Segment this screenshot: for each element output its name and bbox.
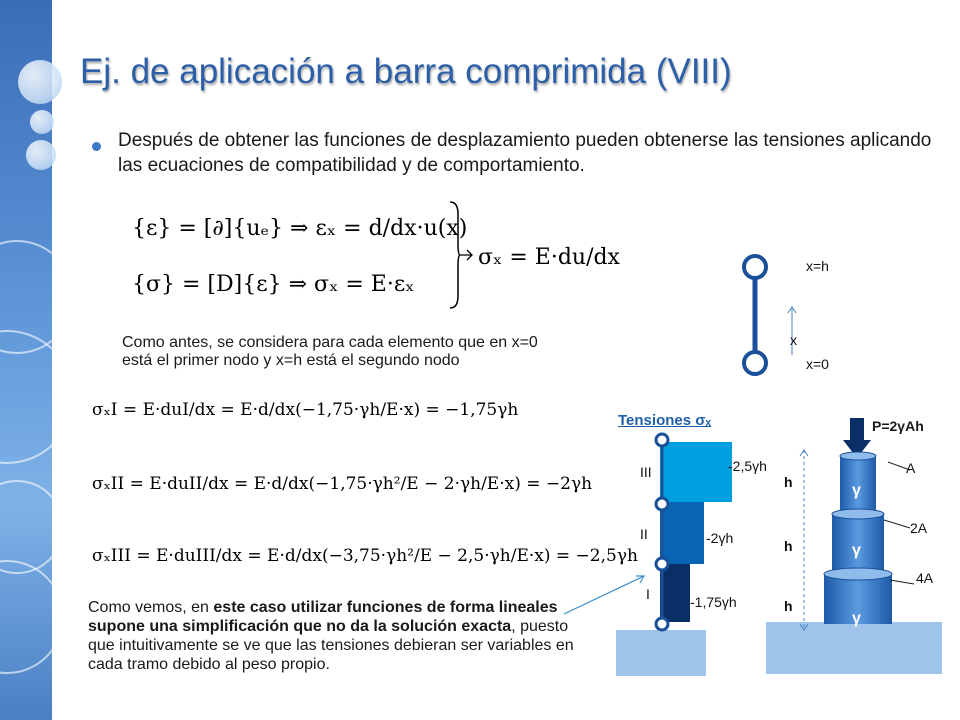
node-note-line2: está el primer nodo y x=h está el segundo nodo [122, 352, 460, 369]
conclusion-part-1: Como vemos, en [88, 599, 214, 616]
decorative-arc [0, 560, 64, 674]
equation-result: σₓ = E·du/dx [478, 245, 620, 270]
stepped-bar-diagram [770, 440, 960, 640]
decorative-bubble [18, 60, 62, 104]
arrow-icon [458, 245, 474, 265]
load-label: P=2γAh [872, 418, 924, 434]
area-label-2A: 2A [910, 520, 928, 536]
decorative-arc [0, 330, 74, 464]
node-note [122, 334, 682, 370]
height-label-top: h [784, 474, 793, 490]
stress-value-I: -1,75γh [690, 594, 737, 610]
conclusion-emphasis: este caso utilizar funciones de forma lineales supone una simplificación que no da la solución exacta [88, 599, 558, 635]
stress-value-III: -2,5γh [728, 458, 767, 474]
bullet-text: Después de obtener las funciones de desplazamiento pueden obtenerse las tensiones aplicando las ecuaciones de compatibilidad y de comportamiento. [118, 130, 932, 176]
pointer-arrow [560, 570, 650, 620]
equation-element-II: σₓII = E·duII/dx = E·d/dx(−1,75·γh²/E − 2·γh/E·x) = −2γh [92, 474, 593, 494]
bullet-marker [92, 142, 101, 151]
segment-label-II: II [640, 526, 648, 542]
gamma-label-bottom: γ [852, 610, 861, 627]
stress-diagram-title: Tensiones σₓ [618, 412, 711, 429]
stress-value-II: -2γh [706, 530, 734, 546]
height-label-bottom: h [784, 598, 793, 614]
node-note-line1: Como antes, se considera para cada elemento que en x=0 [122, 334, 538, 351]
equation-element-III: σₓIII = E·duIII/dx = E·d/dx(−3,75·γh²/E − 2,5·γh/E·x) = −2,5γh [92, 546, 638, 566]
equation-strain: {ε} = [∂]{uₑ} ⇒ εₓ = d/dx·u(x) [132, 216, 468, 241]
stress-bar-nodes [648, 430, 678, 640]
equation-stress: {σ} = [D]{ε} ⇒ σₓ = E·εₓ [132, 272, 415, 297]
decorative-bubble [26, 140, 56, 170]
element-axis-label: x [790, 332, 797, 348]
gamma-label-top: γ [852, 482, 861, 499]
segment-label-I: I [646, 586, 650, 602]
element-top-label: x=h [806, 258, 829, 274]
slide-title: Ej. de aplicación a barra comprimida (VIII) [80, 52, 732, 91]
decorative-bubble [30, 110, 54, 134]
equation-element-I: σₓI = E·duI/dx = E·d/dx(−1,75·γh/E·x) = −1,75γh [92, 400, 519, 420]
element-bottom-label: x=0 [806, 356, 829, 372]
conclusion-text [88, 598, 588, 674]
height-label-middle: h [784, 538, 793, 554]
segment-label-III: III [640, 464, 652, 480]
area-label-A: A [906, 460, 916, 476]
element-diagram [730, 245, 870, 395]
area-label-4A: 4A [916, 570, 934, 586]
conclusion-part-3: , puesto que intuitivamente se ve que las tensiones debieran ser variables en cada tramo debido al peso propio. [88, 618, 574, 673]
gamma-label-middle: γ [852, 542, 861, 559]
